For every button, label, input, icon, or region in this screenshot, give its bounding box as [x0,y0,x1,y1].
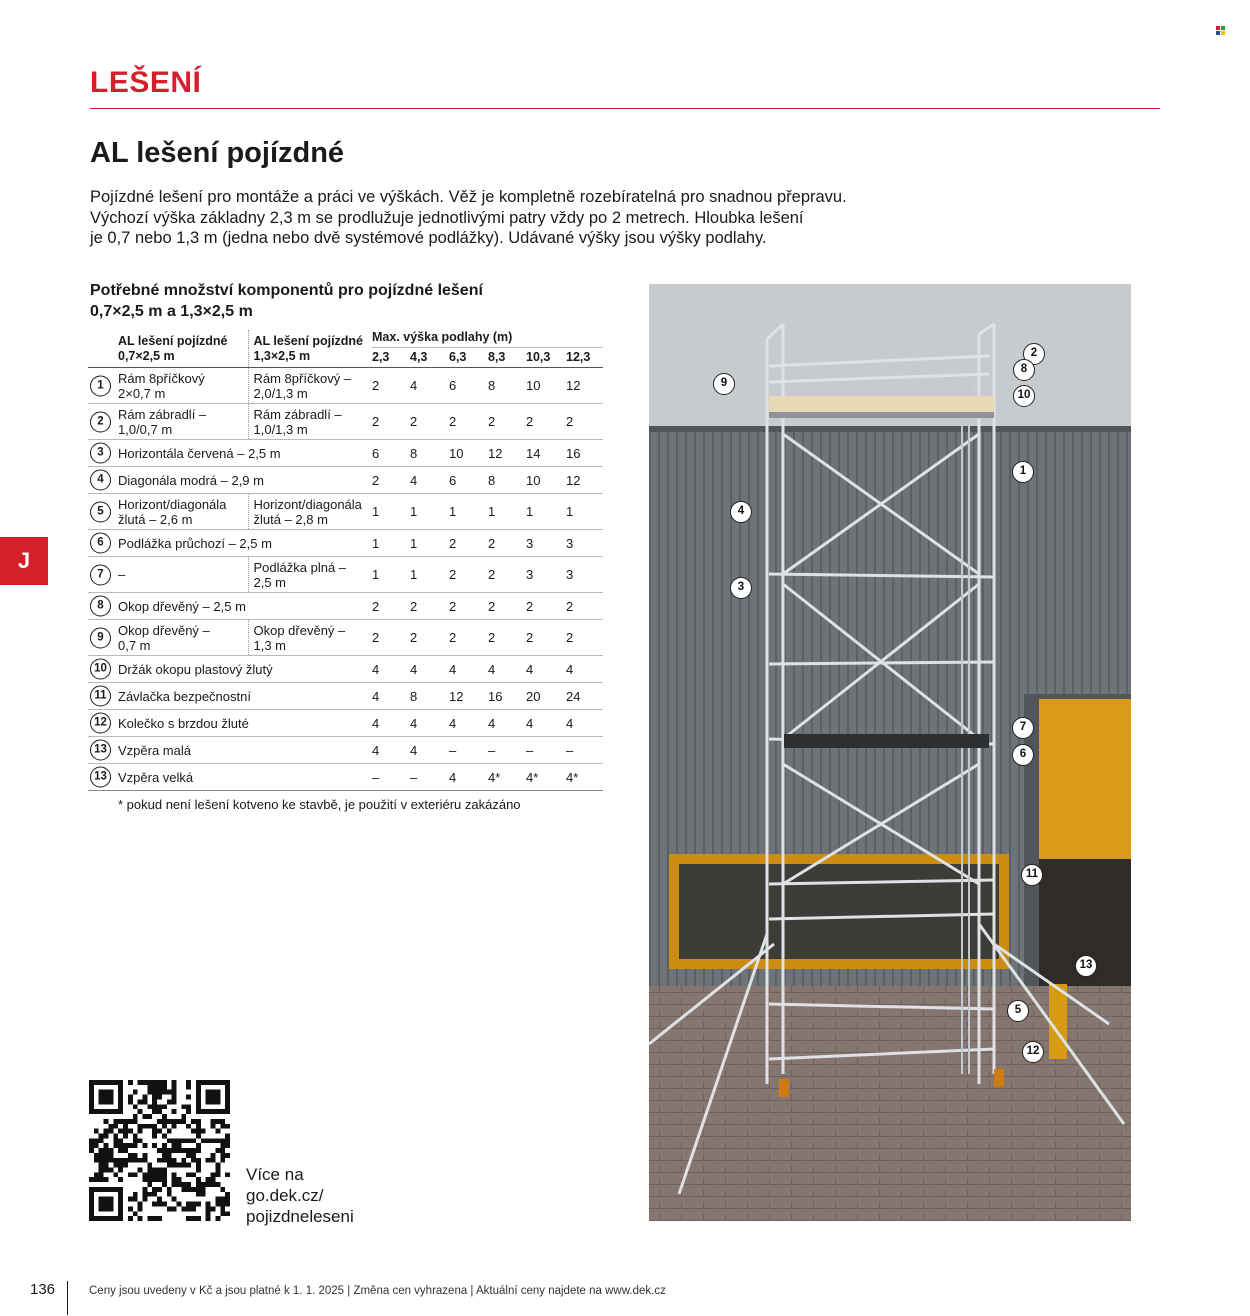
quantity-cell: 8 [488,467,526,494]
component-name-a: 10 Držák okopu plastový žlutý [88,656,372,683]
table-footnote: * pokud není lešení kotveno ke stavbě, je použití v exteriéru zakázáno [118,797,521,812]
quantity-cell: 3 [566,530,603,557]
quantity-cell: 1 [410,530,449,557]
component-number: 5 [90,501,111,522]
qr-caption: Více na go.dek.cz/ pojizdneleseni [246,1165,354,1226]
quantity-cell: 2 [372,368,410,404]
quantity-cell: 8 [410,683,449,710]
quantity-cell: 4 [526,710,566,737]
callout-10: 10 [1013,385,1035,407]
component-number: 4 [90,470,111,491]
table-row [88,404,603,440]
intro-line: je 0,7 nebo 1,3 m (jedna nebo dvě systémové podlážky). Udávané výšky jsou výšky podlahy. [90,229,767,247]
quantity-cell: 2 [566,404,603,440]
quantity-cell: 1 [566,494,603,530]
quantity-cell: 14 [526,440,566,467]
table-row [88,764,603,791]
quantity-cell: 2 [372,404,410,440]
quantity-cell: 4 [372,737,410,764]
component-name-b: Okop dřevěný – 1,3 m [248,620,372,656]
component-name-a: 2 Rám zábradlí – 1,0/0,7 m [88,404,248,440]
components-table [88,330,603,791]
callout-2: 2 [1023,343,1045,365]
intro-line: Pojízdné lešení pro montáže a práci ve výškách. Věž je kompletně rozebíratelná pro snadnou přepravu. [90,188,847,206]
table-row [88,620,603,656]
quantity-cell: 6 [449,368,488,404]
component-name-b: Rám 8příčkový – 2,0/1,3 m [248,368,372,404]
quantity-cell: 4 [488,710,526,737]
quantity-cell: 4 [372,710,410,737]
component-name-b: Horizont/diagonála žlutá – 2,8 m [248,494,372,530]
quantity-cell: 4 [449,764,488,791]
height-header: 12,3 [566,348,603,368]
component-number: 7 [90,564,111,585]
table-row [88,737,603,764]
footer-divider [67,1281,68,1315]
footer-text: Ceny jsou uvedeny v Kč a jsou platné k 1. 1. 2025 | Změna cen vyhrazena | Aktuální ceny najdete na www.dek.cz [89,1285,666,1297]
table-row [88,593,603,620]
chapter-tab: J [0,537,48,585]
quantity-cell: – [372,764,410,791]
component-number: 6 [90,533,111,554]
quantity-cell: 4 [410,710,449,737]
callout-13: 13 [1075,955,1097,977]
component-number: 13 [90,740,111,761]
quantity-cell: 10 [526,368,566,404]
component-number: 11 [90,686,111,707]
quantity-cell: 2 [526,404,566,440]
component-number: 9 [90,627,111,648]
component-number: 1 [90,375,111,396]
table-title: Potřebné množství komponentů pro pojízdné lešení 0,7×2,5 m a 1,3×2,5 m [90,282,483,320]
quantity-cell: 4 [488,656,526,683]
quantity-cell: 16 [566,440,603,467]
table-row [88,656,603,683]
qr-code[interactable] [89,1080,230,1221]
quantity-cell: 2 [488,404,526,440]
callout-9: 9 [713,373,735,395]
header-heights: Max. výška podlahy (m) [372,330,513,344]
quantity-cell: 4* [566,764,603,791]
table-row [88,467,603,494]
quantity-cell: 4 [372,656,410,683]
component-name-a: 1 Rám 8příčkový 2×0,7 m [88,368,248,404]
quantity-cell: – [449,737,488,764]
intro-line: Výchozí výška základny 2,3 m se prodlužuje jednotlivými patry vždy po 2 metrech. Hloubka lešení [90,208,804,227]
height-header: 10,3 [526,348,566,368]
component-number: 13 [90,767,111,788]
callout-4: 4 [730,501,752,523]
quantity-cell: 2 [410,404,449,440]
quantity-cell: 10 [449,440,488,467]
table-row [88,494,603,530]
component-name-a: 5 Horizont/diagonála žlutá – 2,6 m [88,494,248,530]
quantity-cell: 4* [488,764,526,791]
quantity-cell: 2 [488,557,526,593]
quantity-cell: 16 [488,683,526,710]
quantity-cell: 4 [526,656,566,683]
callout-6: 6 [1012,744,1034,766]
page-number: 136 [30,1281,56,1298]
quantity-cell: 8 [410,440,449,467]
component-name-a: 12 Kolečko s brzdou žluté [88,710,372,737]
quantity-cell: 1 [410,494,449,530]
quantity-cell: 4 [449,656,488,683]
section-title: LEŠENÍ [90,66,202,99]
component-number: 8 [90,596,111,617]
quantity-cell: 8 [488,368,526,404]
quantity-cell: 2 [449,557,488,593]
table-row [88,683,603,710]
quantity-cell: 1 [372,494,410,530]
table-row [88,440,603,467]
component-number: 12 [90,713,111,734]
quantity-cell: 2 [410,593,449,620]
quantity-cell: 12 [566,467,603,494]
quantity-cell: 3 [566,557,603,593]
corner-mark [1216,26,1225,35]
component-name-b: Podlážka plná – 2,5 m [248,557,372,593]
quantity-cell: 4 [410,368,449,404]
quantity-cell: 2 [410,620,449,656]
quantity-cell: – [410,764,449,791]
quantity-cell: – [566,737,603,764]
quantity-cell: – [488,737,526,764]
component-name-a: 4 Diagonála modrá – 2,9 m [88,467,372,494]
quantity-cell: 3 [526,530,566,557]
quantity-cell: 4* [526,764,566,791]
quantity-cell: 4 [410,467,449,494]
quantity-cell: 12 [566,368,603,404]
height-header: 4,3 [410,348,449,368]
quantity-cell: 12 [449,683,488,710]
header-variant-a: AL lešení pojízdné 0,7×2,5 m [88,330,248,368]
quantity-cell: 2 [488,530,526,557]
callout-11: 11 [1021,864,1043,886]
table-row [88,368,603,404]
quantity-cell: 4 [372,683,410,710]
quantity-cell: 1 [488,494,526,530]
quantity-cell: 2 [488,620,526,656]
quantity-cell: 4 [449,710,488,737]
component-name-a: 9 Okop dřevěný – 0,7 m [88,620,248,656]
table-row [88,557,603,593]
callout-7: 7 [1012,717,1034,739]
quantity-cell: 4 [410,737,449,764]
quantity-cell: 1 [410,557,449,593]
quantity-cell: 1 [526,494,566,530]
callout-5: 5 [1007,1000,1029,1022]
component-number: 3 [90,443,111,464]
callout-12: 12 [1022,1041,1044,1063]
component-name-a: 8 Okop dřevěný – 2,5 m [88,593,372,620]
page-title: AL lešení pojízdné [90,137,345,169]
quantity-cell: 4 [566,710,603,737]
quantity-cell: 2 [449,620,488,656]
quantity-cell: 10 [526,467,566,494]
quantity-cell: 12 [488,440,526,467]
quantity-cell: 20 [526,683,566,710]
header-variant-b: AL lešení pojízdné 1,3×2,5 m [248,330,372,368]
intro-paragraph [90,187,850,249]
quantity-cell: 1 [372,557,410,593]
height-header: 8,3 [488,348,526,368]
quantity-cell: 24 [566,683,603,710]
quantity-cell: – [526,737,566,764]
component-name-a: 13 Vzpěra malá [88,737,372,764]
quantity-cell: 2 [449,530,488,557]
quantity-cell: 2 [372,467,410,494]
quantity-cell: 3 [526,557,566,593]
scaffold-photo [649,284,1131,1221]
quantity-cell: 2 [372,593,410,620]
quantity-cell: 2 [526,620,566,656]
component-name-a: 13 Vzpěra velká [88,764,372,791]
quantity-cell: 4 [410,656,449,683]
quantity-cell: 6 [449,467,488,494]
quantity-cell: 4 [566,656,603,683]
quantity-cell: 2 [449,593,488,620]
quantity-cell: 6 [372,440,410,467]
quantity-cell: 2 [449,404,488,440]
quantity-cell: 1 [372,530,410,557]
component-name-a: 7 – [88,557,248,593]
component-number: 2 [90,411,111,432]
quantity-cell: 1 [449,494,488,530]
component-name-a: 3 Horizontála červená – 2,5 m [88,440,372,467]
quantity-cell: 2 [526,593,566,620]
quantity-cell: 2 [566,620,603,656]
section-divider [90,108,1160,109]
component-name-b: Rám zábradlí – 1,0/1,3 m [248,404,372,440]
height-header: 6,3 [449,348,488,368]
callout-1: 1 [1012,461,1034,483]
component-number: 10 [90,659,111,680]
component-name-a: 11 Závlačka bezpečnostní [88,683,372,710]
table-row [88,530,603,557]
quantity-cell: 2 [566,593,603,620]
table-row [88,710,603,737]
quantity-cell: 2 [488,593,526,620]
callout-3: 3 [730,577,752,599]
callout-8: 8 [1013,359,1035,381]
component-name-a: 6 Podlážka průchozí – 2,5 m [88,530,372,557]
quantity-cell: 2 [372,620,410,656]
height-header: 2,3 [372,348,410,368]
